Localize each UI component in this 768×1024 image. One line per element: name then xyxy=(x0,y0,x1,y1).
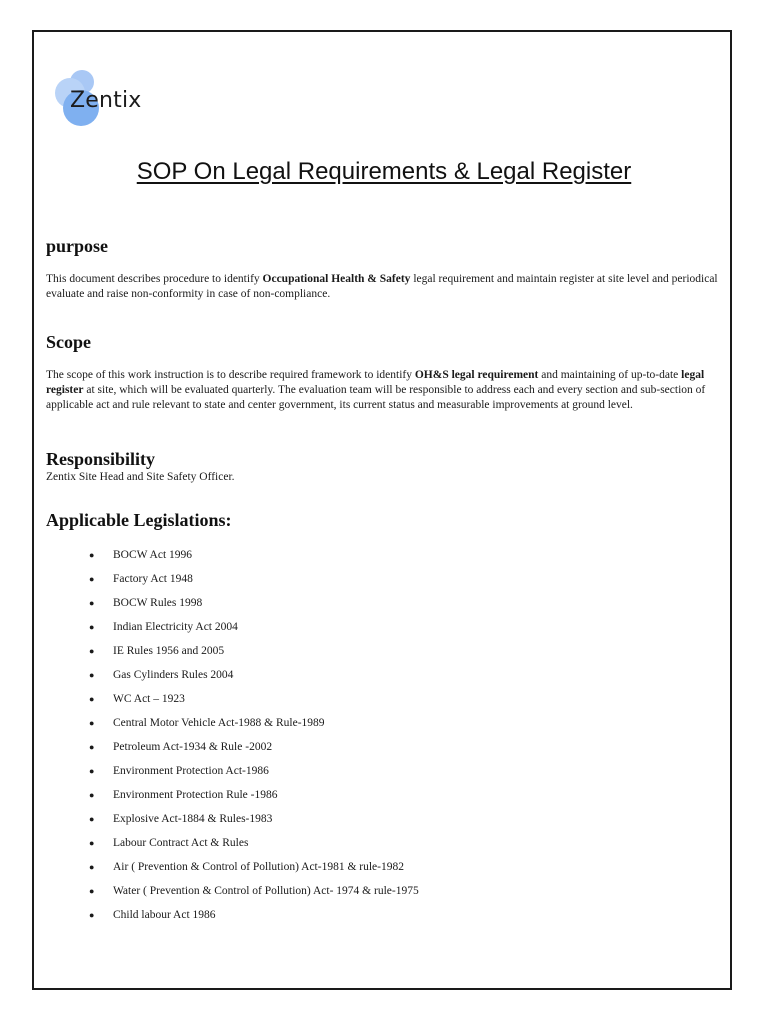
bullet-icon: ● xyxy=(89,622,95,632)
responsibility-text: Zentix Site Head and Site Safety Officer. xyxy=(46,471,235,483)
bullet-icon: ● xyxy=(89,742,95,752)
legislation-name: Explosive Act-1884 & Rules-1983 xyxy=(113,813,273,825)
list-item xyxy=(0,784,419,808)
document-title: SOP On Legal Requirements & Legal Register xyxy=(136,158,632,185)
list-item xyxy=(0,712,419,736)
legislations-list xyxy=(0,544,419,928)
list-item xyxy=(0,664,419,688)
legislation-name: Gas Cylinders Rules 2004 xyxy=(113,669,234,681)
scope-heading: Scope xyxy=(46,332,91,352)
legislation-name: Factory Act 1948 xyxy=(113,573,193,585)
bullet-icon: ● xyxy=(89,814,95,824)
bullet-icon: ● xyxy=(89,598,95,608)
purpose-bold-term: Occupational Health & Safety xyxy=(262,273,411,285)
legislation-name: Child labour Act 1986 xyxy=(113,909,216,921)
legislation-name: Indian Electricity Act 2004 xyxy=(113,621,238,633)
bullet-icon: ● xyxy=(89,718,95,728)
legislation-name: IE Rules 1956 and 2005 xyxy=(113,645,225,657)
list-item xyxy=(0,544,419,568)
scope-bold-term: OH&S legal requirement xyxy=(414,369,539,381)
bullet-icon: ● xyxy=(89,910,95,920)
purpose-paragraph: This document describes procedure to identify Occupational Health & Safety legal requirement and maintain register at site level and periodical evaluate and raise non-conformity in case of non-compliance. xyxy=(46,273,718,300)
list-item xyxy=(0,592,419,616)
bullet-icon: ● xyxy=(89,862,95,872)
bullet-icon: ● xyxy=(89,646,95,656)
zentix-logo xyxy=(52,68,162,128)
list-item xyxy=(0,832,419,856)
bullet-icon: ● xyxy=(89,670,95,680)
legislation-name: Labour Contract Act & Rules xyxy=(113,837,249,849)
list-item xyxy=(0,880,419,904)
list-item xyxy=(0,808,419,832)
list-item xyxy=(0,616,419,640)
responsibility-heading: Responsibility xyxy=(46,449,156,469)
scope-paragraph: The scope of this work instruction is to describe required framework to identify OH&S legal requirement and maintaining of up-to-date legal register at site, which will be evaluated quarterly. The evaluation team will be responsible to address each and every section and sub-section of applicable act and rule relevant to state and center government, its current status and measurable improvements at ground level. xyxy=(46,369,706,411)
list-item xyxy=(0,568,419,592)
legislation-name: Central Motor Vehicle Act-1988 & Rule-1989 xyxy=(113,717,325,729)
logo-wordmark: Zentix xyxy=(70,88,142,113)
bullet-icon: ● xyxy=(89,886,95,896)
list-item xyxy=(0,736,419,760)
legislation-name: Environment Protection Act-1986 xyxy=(113,765,269,777)
legislations-heading: Applicable Legislations: xyxy=(46,510,232,530)
legislation-name: WC Act – 1923 xyxy=(113,693,185,705)
bullet-icon: ● xyxy=(89,790,95,800)
legislation-name: Water ( Prevention & Control of Pollution) Act- 1974 & rule-1975 xyxy=(113,885,419,897)
list-item xyxy=(0,640,419,664)
purpose-heading: purpose xyxy=(46,236,109,256)
list-item xyxy=(0,856,419,880)
legislation-name: BOCW Act 1996 xyxy=(113,549,193,561)
legislation-name: Petroleum Act-1934 & Rule -2002 xyxy=(113,741,273,753)
bullet-icon: ● xyxy=(89,550,95,560)
list-item xyxy=(0,904,419,928)
list-item xyxy=(0,760,419,784)
legislation-name: Environment Protection Rule -1986 xyxy=(113,789,278,801)
legislation-name: BOCW Rules 1998 xyxy=(113,597,203,609)
bullet-icon: ● xyxy=(89,838,95,848)
bullet-icon: ● xyxy=(89,574,95,584)
bullet-icon: ● xyxy=(89,766,95,776)
bullet-icon: ● xyxy=(89,694,95,704)
legislation-name: Air ( Prevention & Control of Pollution) Act-1981 & rule-1982 xyxy=(113,861,404,873)
scope-bold-term: legal register xyxy=(46,369,705,396)
list-item xyxy=(0,688,419,712)
